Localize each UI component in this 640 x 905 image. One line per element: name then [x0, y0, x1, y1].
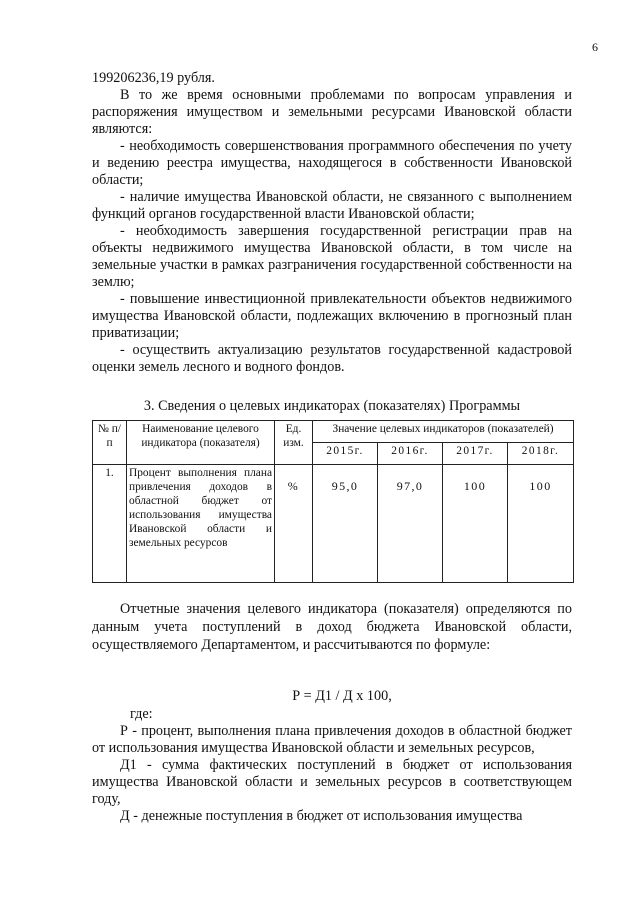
formula: Р = Д1 / Д х 100, — [292, 688, 392, 704]
row-value: 100 — [508, 465, 574, 583]
table-row — [93, 465, 574, 583]
header-values-group: Значение целевых индикаторов (показателей) — [313, 421, 574, 443]
where-label: где: — [130, 706, 153, 722]
indicators-table — [92, 420, 574, 583]
row-value: 95,0 — [313, 465, 378, 583]
list-item: - необходимость завершения государственной регистрации прав на объекты недвижимого имущества Ивановской области, в том числе на земельные участки в рамках разграничения государственной собственности на землю; — [92, 223, 572, 290]
list-item: - повышение инвестиционной привлекательности объектов недвижимого имущества Ивановской области, подлежащих включению в прогнозный план приватизации; — [92, 291, 572, 341]
header-number: № п/п — [93, 421, 127, 465]
header-year: 2016г. — [378, 443, 443, 465]
list-item: - осуществить актуализацию результатов государственной кадастровой оценки земель лесного и водного фондов. — [92, 342, 572, 375]
row-name: Процент выполнения плана привлечения доходов в областной бюджет от использования имущества Ивановской области и земельных ресурсов — [127, 465, 275, 583]
paragraph: В то же время основными проблемами по вопросам управления и распоряжения имуществом и земельными ресурсами Ивановской области являются: — [92, 87, 572, 137]
header-year: 2017г. — [443, 443, 508, 465]
header-year: 2015г. — [313, 443, 378, 465]
header-name: Наименование целевого индикатора (показателя) — [127, 421, 275, 465]
paragraph: Отчетные значения целевого индикатора (показателя) определяются по данным учета поступлений в доход бюджета Ивановской области, осуществляемого Департаментом, и рассчитываются по формуле: — [92, 601, 572, 653]
list-item: - наличие имущества Ивановской области, не связанного с выполнением функций органов государственной власти Ивановской области; — [92, 189, 572, 222]
intro-text — [92, 70, 572, 376]
header-year: 2018г. — [508, 443, 574, 465]
row-value: 100 — [443, 465, 508, 583]
definitions-text — [92, 706, 572, 825]
row-value: 97,0 — [378, 465, 443, 583]
definition: Д - денежные поступления в бюджет от использования имущества — [120, 808, 523, 824]
definition: Р - процент, выполнения плана привлечения доходов в областной бюджет от использования имущества Ивановской области и земельных ресурсов, — [92, 723, 572, 756]
row-number: 1. — [93, 465, 127, 583]
after-table-text — [92, 600, 572, 654]
header-unit: Ед. изм. — [275, 421, 313, 465]
row-unit: % — [275, 465, 313, 583]
paragraph: 199206236,19 рубля. — [92, 70, 215, 86]
section-heading: 3. Сведения о целевых индикаторах (показателях) Программы — [143, 398, 521, 414]
definition: Д1 - сумма фактических поступлений в бюджет от использования имущества Ивановской области и земельных ресурсов в соответствующем году, — [92, 757, 572, 807]
page-number: 6 — [592, 40, 598, 54]
table-header-row — [93, 421, 574, 443]
list-item: - необходимость совершенствования программного обеспечения по учету и ведению реестра имущества, находящегося в собственности Ивановской области; — [92, 138, 572, 188]
